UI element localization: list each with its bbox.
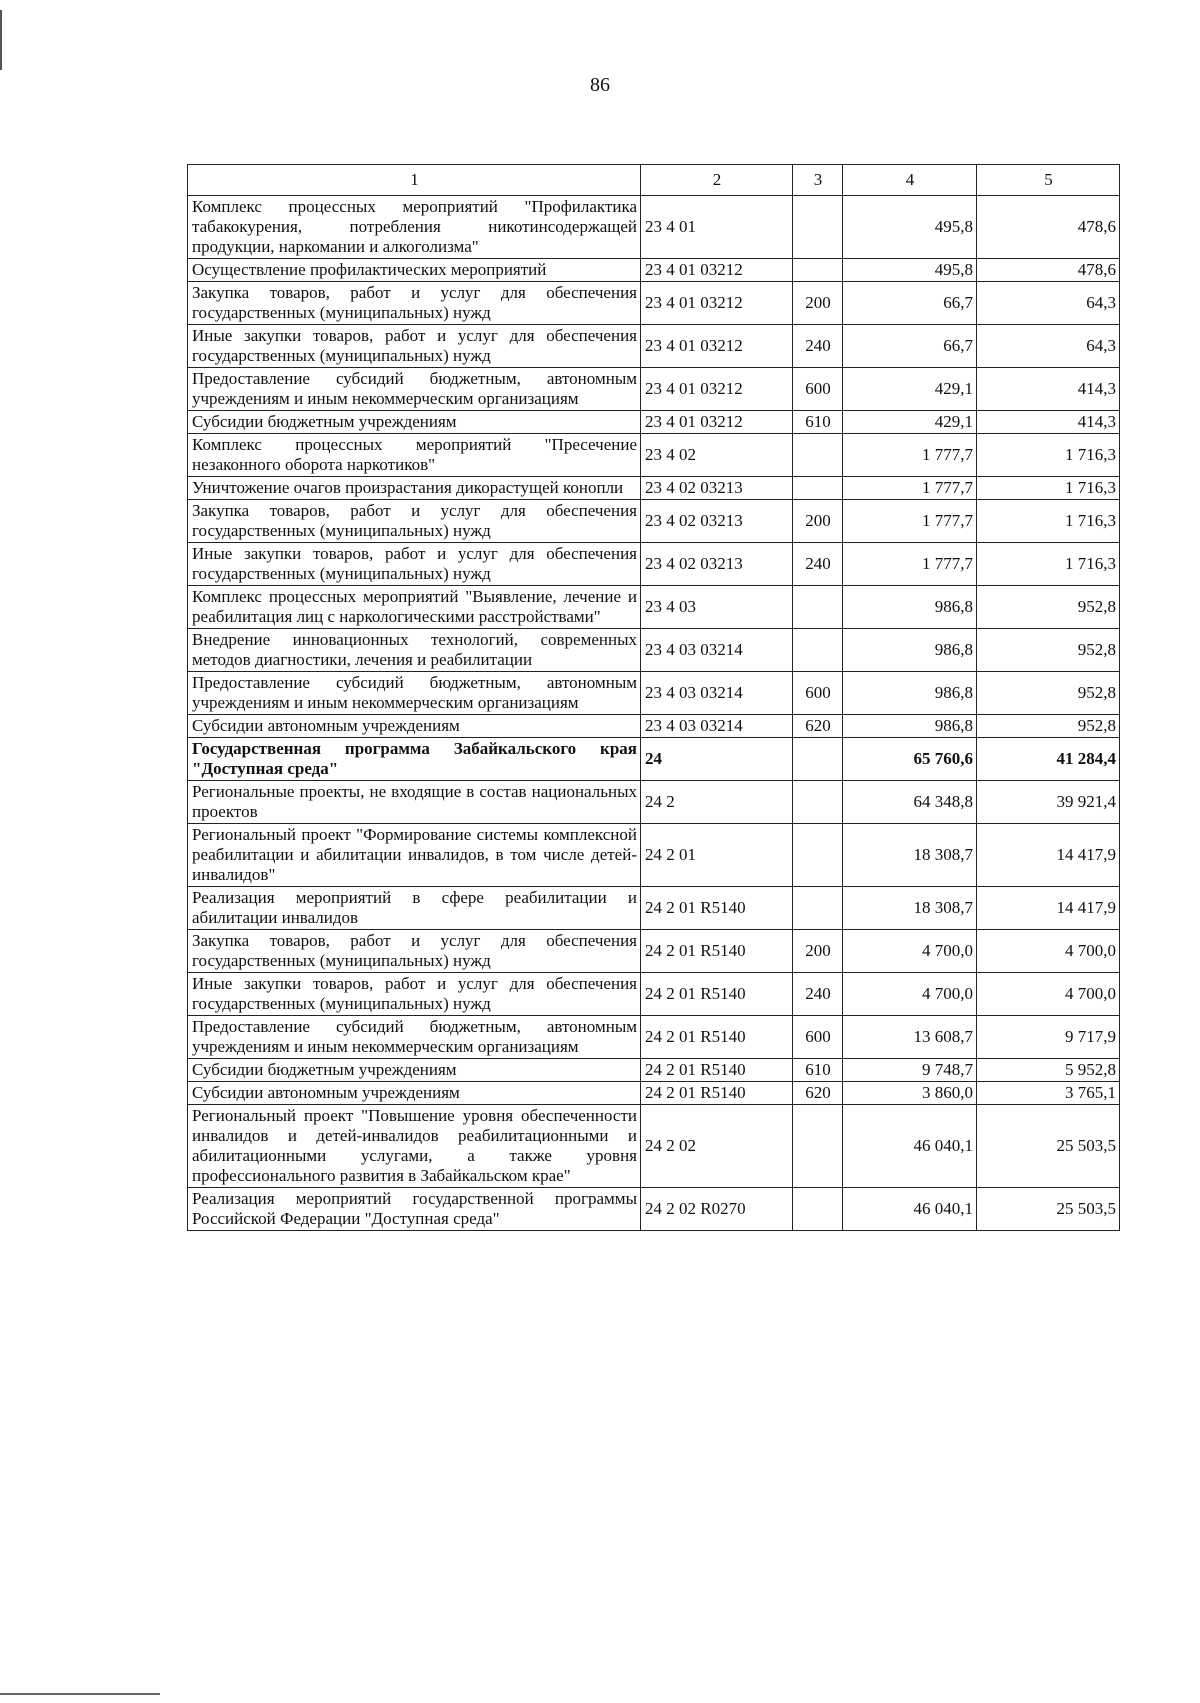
row-value-col5-cell: 414,3 (977, 411, 1120, 434)
row-expense-type-cell (793, 824, 843, 887)
row-expense-type-cell (793, 259, 843, 282)
row-expense-type-cell (793, 586, 843, 629)
table-row (188, 1082, 1120, 1105)
row-value-col5-cell: 952,8 (977, 672, 1120, 715)
row-expense-type-cell: 240 (793, 973, 843, 1016)
column-header-5: 5 (977, 165, 1120, 196)
row-code-cell: 23 4 03 03214 (641, 672, 793, 715)
column-header-3: 3 (793, 165, 843, 196)
row-code-cell: 23 4 03 03214 (641, 629, 793, 672)
row-value-col5-cell: 25 503,5 (977, 1188, 1120, 1231)
row-expense-type-cell (793, 629, 843, 672)
row-value-col4-cell: 18 308,7 (843, 887, 977, 930)
row-code-cell: 24 2 01 (641, 824, 793, 887)
row-value-col4-cell: 495,8 (843, 259, 977, 282)
row-value-col4-cell: 1 777,7 (843, 543, 977, 586)
table-row (188, 973, 1120, 1016)
table-row (188, 1016, 1120, 1059)
row-code-cell: 24 2 02 R0270 (641, 1188, 793, 1231)
row-name-cell: Региональный проект "Повышение уровня обеспеченности инвалидов и детей-инвалидов реабилитационными и абилитационными услугами, а также уровня профессионального развития в Забайкальском крае" (188, 1105, 641, 1188)
row-value-col4-cell: 986,8 (843, 715, 977, 738)
table-row (188, 434, 1120, 477)
row-name-cell: Иные закупки товаров, работ и услуг для обеспечения государственных (муниципальных) нужд (188, 325, 641, 368)
column-header-1: 1 (188, 165, 641, 196)
row-value-col4-cell: 986,8 (843, 672, 977, 715)
row-code-cell: 23 4 01 (641, 196, 793, 259)
row-value-col4-cell: 1 777,7 (843, 434, 977, 477)
row-value-col5-cell: 952,8 (977, 629, 1120, 672)
row-expense-type-cell (793, 781, 843, 824)
table-row (188, 672, 1120, 715)
row-value-col4-cell: 18 308,7 (843, 824, 977, 887)
row-code-cell: 23 4 01 03212 (641, 411, 793, 434)
row-value-col5-cell: 1 716,3 (977, 543, 1120, 586)
page-number: 86 (590, 74, 610, 96)
row-value-col4-cell: 4 700,0 (843, 930, 977, 973)
row-expense-type-cell: 200 (793, 500, 843, 543)
row-expense-type-cell: 600 (793, 672, 843, 715)
row-name-cell: Реализация мероприятий в сфере реабилитации и абилитации инвалидов (188, 887, 641, 930)
row-value-col4-cell: 65 760,6 (843, 738, 977, 781)
row-expense-type-cell (793, 196, 843, 259)
row-value-col4-cell: 429,1 (843, 368, 977, 411)
row-value-col5-cell: 14 417,9 (977, 887, 1120, 930)
row-code-cell: 24 (641, 738, 793, 781)
row-value-col4-cell: 46 040,1 (843, 1188, 977, 1231)
row-name-cell: Государственная программа Забайкальского края "Доступная среда" (188, 738, 641, 781)
row-name-cell: Субсидии бюджетным учреждениям (188, 1059, 641, 1082)
row-code-cell: 24 2 01 R5140 (641, 973, 793, 1016)
row-value-col5-cell: 478,6 (977, 259, 1120, 282)
row-name-cell: Комплекс процессных мероприятий "Пресечение незаконного оборота наркотиков" (188, 434, 641, 477)
table-row (188, 477, 1120, 500)
row-value-col5-cell: 5 952,8 (977, 1059, 1120, 1082)
row-value-col4-cell: 9 748,7 (843, 1059, 977, 1082)
row-value-col5-cell: 41 284,4 (977, 738, 1120, 781)
row-expense-type-cell (793, 738, 843, 781)
row-name-cell: Осуществление профилактических мероприятий (188, 259, 641, 282)
row-code-cell: 23 4 02 03213 (641, 543, 793, 586)
row-expense-type-cell: 610 (793, 1059, 843, 1082)
row-name-cell: Реализация мероприятий государственной программы Российской Федерации "Доступная среда" (188, 1188, 641, 1231)
row-value-col5-cell: 64,3 (977, 325, 1120, 368)
table-row (188, 368, 1120, 411)
margin-line (0, 10, 2, 70)
row-value-col5-cell: 952,8 (977, 715, 1120, 738)
row-name-cell: Комплекс процессных мероприятий "Профилактика табакокурения, потребления никотинсодержащей продукции, наркомании и алкоголизма" (188, 196, 641, 259)
row-name-cell: Уничтожение очагов произрастания дикорастущей конопли (188, 477, 641, 500)
row-code-cell: 23 4 01 03212 (641, 259, 793, 282)
row-name-cell: Региональный проект "Формирование системы комплексной реабилитации и абилитации инвалидов, в том числе детей-инвалидов" (188, 824, 641, 887)
row-name-cell: Предоставление субсидий бюджетным, автономным учреждениям и иным некоммерческим организациям (188, 1016, 641, 1059)
margin-tick (0, 1693, 160, 1695)
row-code-cell: 23 4 01 03212 (641, 325, 793, 368)
table-row (188, 500, 1120, 543)
table-row (188, 1105, 1120, 1188)
row-value-col5-cell: 1 716,3 (977, 477, 1120, 500)
row-code-cell: 23 4 02 03213 (641, 477, 793, 500)
row-name-cell: Внедрение инновационных технологий, современных методов диагностики, лечения и реабилитации (188, 629, 641, 672)
column-header-4: 4 (843, 165, 977, 196)
row-value-col5-cell: 64,3 (977, 282, 1120, 325)
table-row (188, 1188, 1120, 1231)
row-expense-type-cell: 620 (793, 715, 843, 738)
table-row (188, 930, 1120, 973)
row-code-cell: 23 4 02 03213 (641, 500, 793, 543)
row-code-cell: 24 2 01 R5140 (641, 930, 793, 973)
table-row (188, 781, 1120, 824)
row-expense-type-cell: 200 (793, 930, 843, 973)
table-row (188, 543, 1120, 586)
row-value-col4-cell: 13 608,7 (843, 1016, 977, 1059)
row-value-col4-cell: 46 040,1 (843, 1105, 977, 1188)
row-name-cell: Закупка товаров, работ и услуг для обеспечения государственных (муниципальных) нужд (188, 930, 641, 973)
row-expense-type-cell: 240 (793, 543, 843, 586)
row-value-col4-cell: 4 700,0 (843, 973, 977, 1016)
row-value-col5-cell: 3 765,1 (977, 1082, 1120, 1105)
row-expense-type-cell (793, 477, 843, 500)
row-value-col4-cell: 66,7 (843, 282, 977, 325)
row-name-cell: Субсидии автономным учреждениям (188, 1082, 641, 1105)
row-value-col4-cell: 64 348,8 (843, 781, 977, 824)
row-name-cell: Комплекс процессных мероприятий "Выявление, лечение и реабилитация лиц с наркологическими расстройствами" (188, 586, 641, 629)
table-row (188, 411, 1120, 434)
row-expense-type-cell: 600 (793, 368, 843, 411)
table-row (188, 1059, 1120, 1082)
row-expense-type-cell: 240 (793, 325, 843, 368)
row-value-col4-cell: 1 777,7 (843, 477, 977, 500)
row-value-col4-cell: 986,8 (843, 629, 977, 672)
row-value-col5-cell: 952,8 (977, 586, 1120, 629)
row-value-col5-cell: 14 417,9 (977, 824, 1120, 887)
row-value-col5-cell: 4 700,0 (977, 930, 1120, 973)
row-expense-type-cell: 600 (793, 1016, 843, 1059)
row-code-cell: 24 2 01 R5140 (641, 887, 793, 930)
row-expense-type-cell: 610 (793, 411, 843, 434)
table-row (188, 629, 1120, 672)
table-row (188, 325, 1120, 368)
row-code-cell: 24 2 01 R5140 (641, 1059, 793, 1082)
row-value-col5-cell: 25 503,5 (977, 1105, 1120, 1188)
row-code-cell: 24 2 01 R5140 (641, 1016, 793, 1059)
row-code-cell: 23 4 01 03212 (641, 368, 793, 411)
row-value-col5-cell: 4 700,0 (977, 973, 1120, 1016)
row-name-cell: Закупка товаров, работ и услуг для обеспечения государственных (муниципальных) нужд (188, 500, 641, 543)
table-row (188, 586, 1120, 629)
table-row (188, 738, 1120, 781)
row-name-cell: Иные закупки товаров, работ и услуг для обеспечения государственных (муниципальных) нужд (188, 973, 641, 1016)
row-value-col5-cell: 39 921,4 (977, 781, 1120, 824)
row-name-cell: Региональные проекты, не входящие в состав национальных проектов (188, 781, 641, 824)
row-code-cell: 24 2 (641, 781, 793, 824)
row-code-cell: 23 4 02 (641, 434, 793, 477)
column-header-2: 2 (641, 165, 793, 196)
row-code-cell: 23 4 01 03212 (641, 282, 793, 325)
row-value-col5-cell: 478,6 (977, 196, 1120, 259)
row-code-cell: 24 2 01 R5140 (641, 1082, 793, 1105)
row-expense-type-cell: 620 (793, 1082, 843, 1105)
row-code-cell: 23 4 03 (641, 586, 793, 629)
row-name-cell: Закупка товаров, работ и услуг для обеспечения государственных (муниципальных) нужд (188, 282, 641, 325)
row-code-cell: 23 4 03 03214 (641, 715, 793, 738)
table-header-row (188, 165, 1120, 196)
row-value-col4-cell: 429,1 (843, 411, 977, 434)
row-name-cell: Субсидии бюджетным учреждениям (188, 411, 641, 434)
row-value-col5-cell: 9 717,9 (977, 1016, 1120, 1059)
row-name-cell: Иные закупки товаров, работ и услуг для обеспечения государственных (муниципальных) нужд (188, 543, 641, 586)
budget-table (187, 164, 1120, 1231)
table-row (188, 196, 1120, 259)
row-value-col4-cell: 986,8 (843, 586, 977, 629)
row-value-col4-cell: 66,7 (843, 325, 977, 368)
row-code-cell: 24 2 02 (641, 1105, 793, 1188)
row-value-col4-cell: 3 860,0 (843, 1082, 977, 1105)
table-row (188, 715, 1120, 738)
row-expense-type-cell (793, 1188, 843, 1231)
row-name-cell: Предоставление субсидий бюджетным, автономным учреждениям и иным некоммерческим организациям (188, 672, 641, 715)
table-row (188, 887, 1120, 930)
row-expense-type-cell: 200 (793, 282, 843, 325)
table-body (188, 196, 1120, 1231)
row-expense-type-cell (793, 1105, 843, 1188)
row-value-col5-cell: 1 716,3 (977, 434, 1120, 477)
row-value-col4-cell: 495,8 (843, 196, 977, 259)
table-row (188, 282, 1120, 325)
row-name-cell: Предоставление субсидий бюджетным, автономным учреждениям и иным некоммерческим организациям (188, 368, 641, 411)
row-value-col5-cell: 1 716,3 (977, 500, 1120, 543)
row-name-cell: Субсидии автономным учреждениям (188, 715, 641, 738)
row-value-col5-cell: 414,3 (977, 368, 1120, 411)
table-row (188, 824, 1120, 887)
row-value-col4-cell: 1 777,7 (843, 500, 977, 543)
row-expense-type-cell (793, 434, 843, 477)
table-row (188, 259, 1120, 282)
row-expense-type-cell (793, 887, 843, 930)
